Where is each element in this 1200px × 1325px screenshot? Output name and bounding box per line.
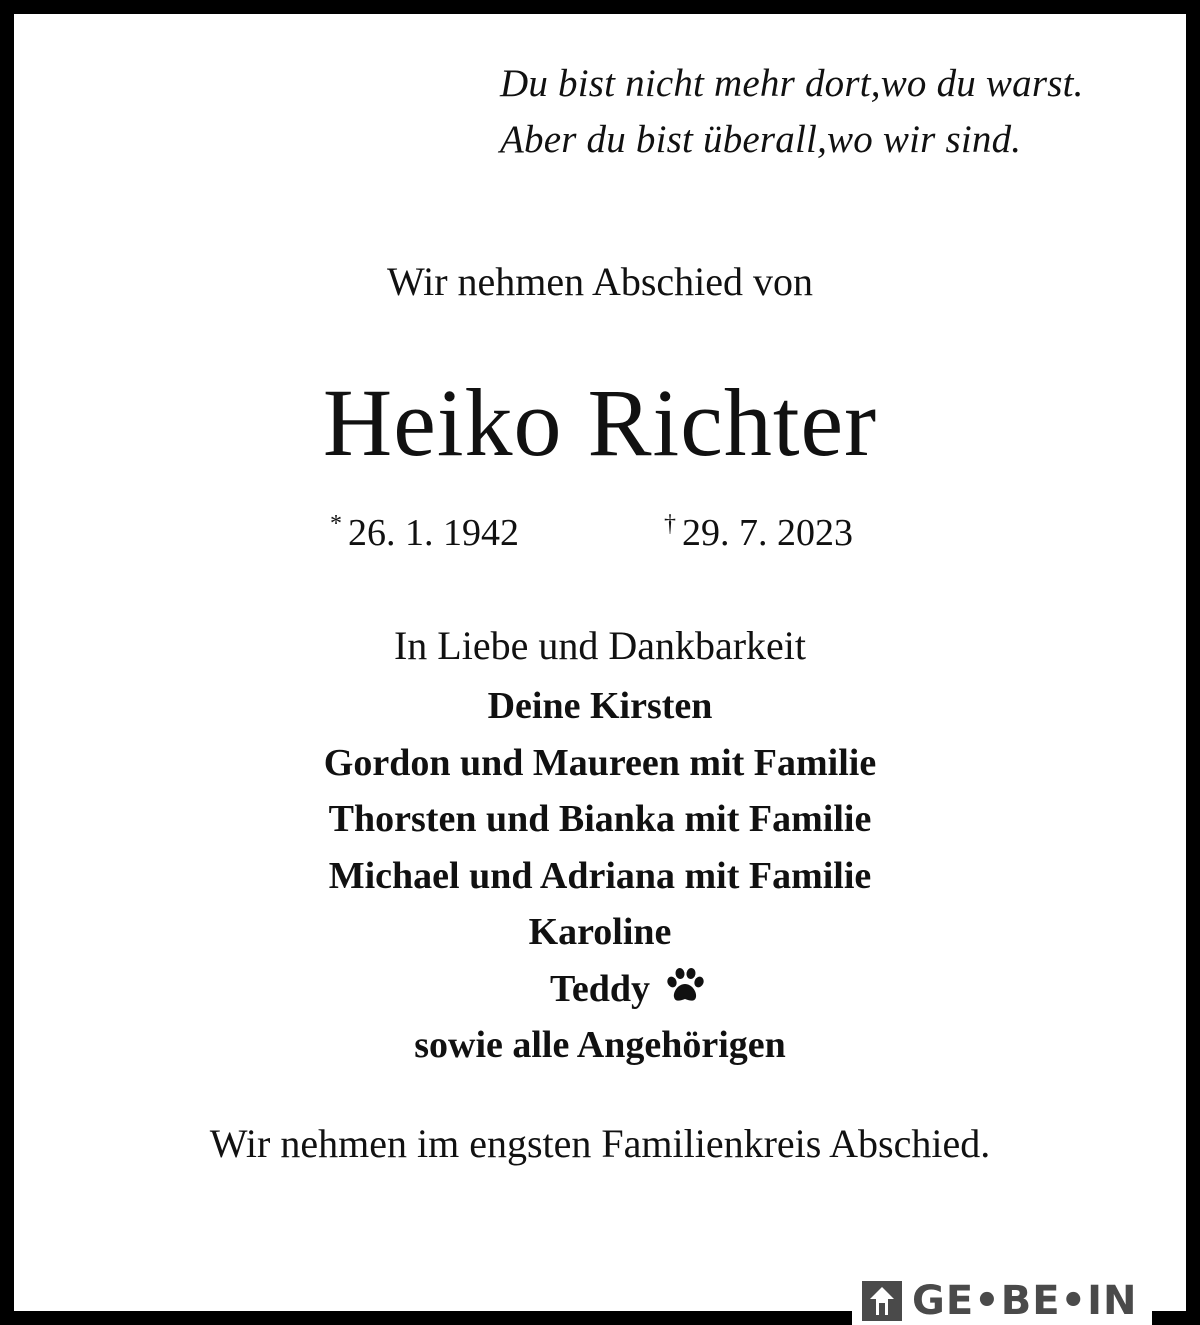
motto-line-2: Aber du bist überall,wo wir sind. — [500, 118, 1022, 161]
mourner-name: Michael und Adriana mit Familie — [328, 854, 872, 897]
death-date-block — [664, 498, 853, 559]
death-symbol: † — [664, 511, 676, 537]
mourner-name: Thorsten und Bianka mit Familie — [328, 798, 872, 840]
farewell-intro: Wir nehmen Abschied von — [386, 259, 814, 304]
publisher-logo-text: GE•BE•IN — [912, 1277, 1138, 1324]
mourners-list — [0, 678, 1200, 1074]
birth-symbol: * — [330, 511, 342, 537]
motto-line-1: Du bist nicht mehr dort,wo du warst. — [500, 62, 1084, 105]
mourner-pet-name: Teddy — [550, 967, 650, 1010]
birth-date-block — [330, 498, 519, 559]
mourner-name: Gordon und Maureen mit Familie — [323, 741, 877, 784]
mourner-pet-row — [0, 961, 1200, 1018]
publisher-logo — [852, 1276, 1152, 1325]
gebein-logo-icon — [860, 1279, 904, 1323]
death-date: 29. 7. 2023 — [682, 512, 853, 554]
closing-note: Wir nehmen im engsten Familienkreis Abschied. — [209, 1121, 991, 1166]
deceased-name: Heiko Richter — [322, 369, 878, 476]
mourner-name: Karoline — [528, 911, 672, 953]
motto-quote — [500, 56, 1160, 168]
paw-print-icon — [664, 967, 706, 1005]
dedication-line: In Liebe und Dankbarkeit — [393, 623, 807, 668]
mourner-name: sowie alle Angehörigen — [414, 1024, 786, 1066]
mourner-name: Deine Kirsten — [487, 685, 713, 727]
birth-date: 26. 1. 1942 — [348, 512, 519, 554]
